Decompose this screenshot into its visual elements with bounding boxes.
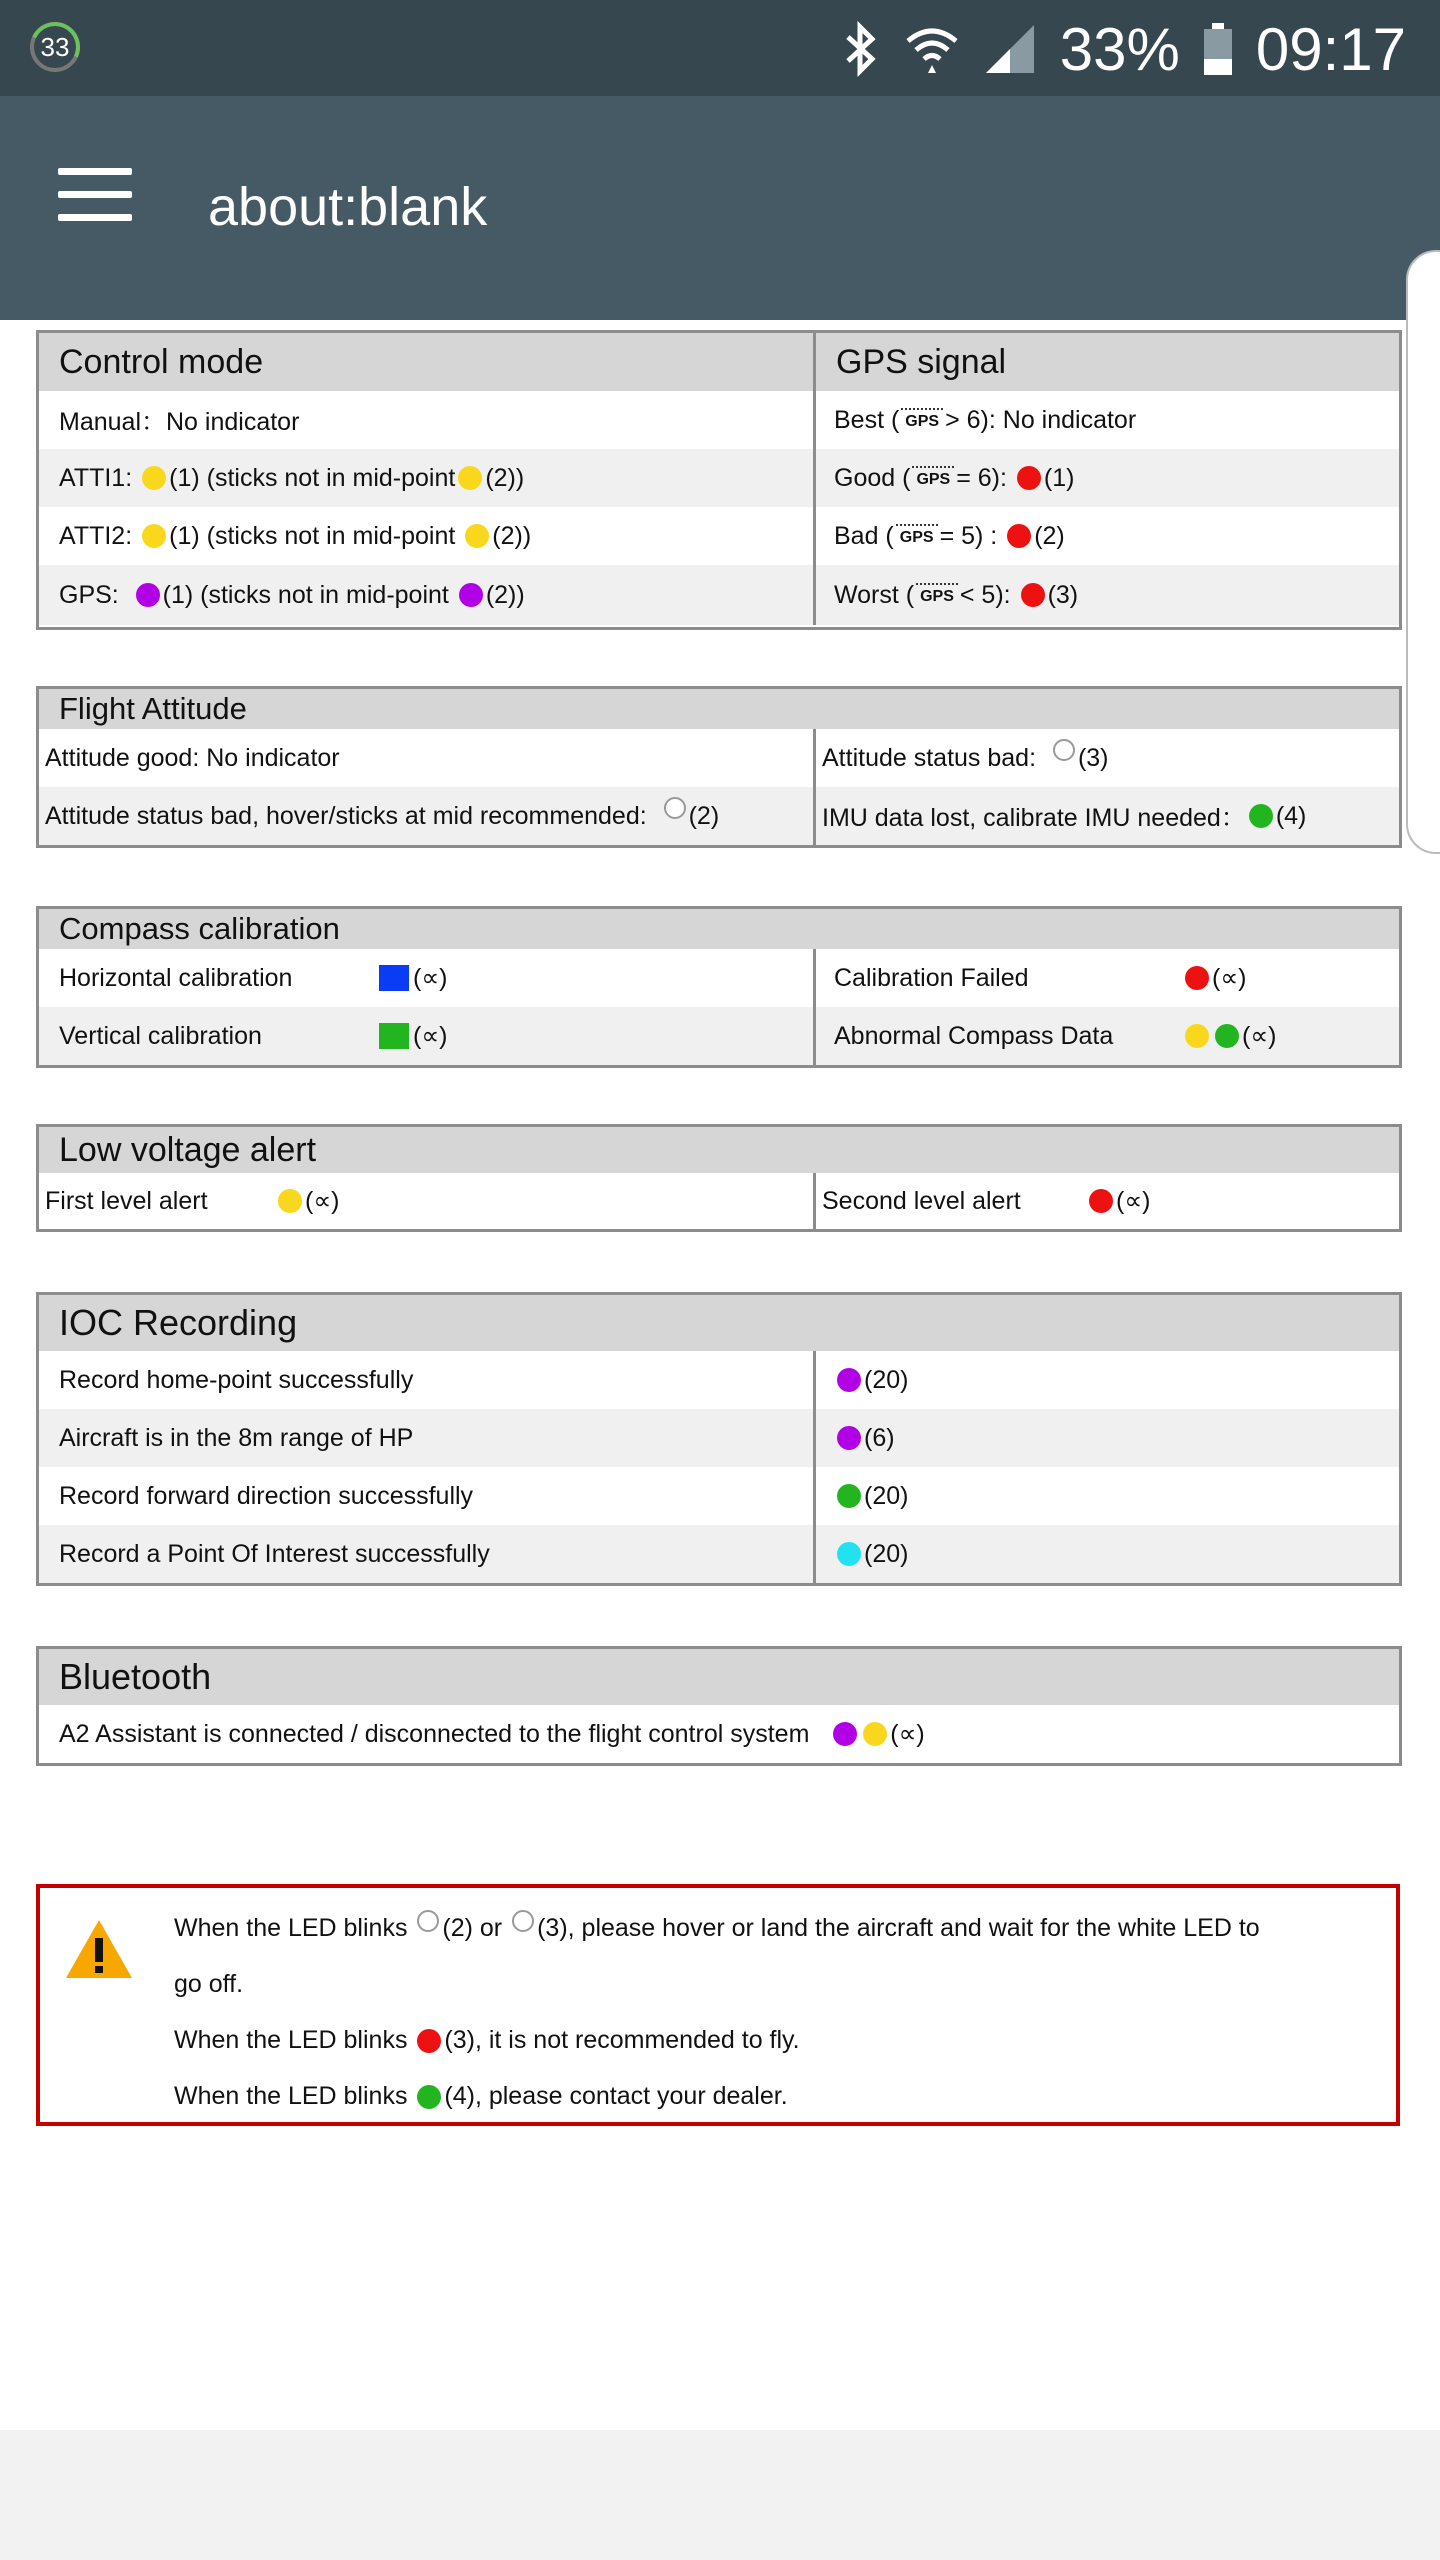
table-row <box>39 1525 1399 1583</box>
yellow-led-icon <box>142 524 166 548</box>
edge-panel-handle[interactable] <box>1406 250 1440 854</box>
purple-led-icon <box>459 583 483 607</box>
ioc-row-label: Record a Point Of Interest successfully <box>59 1539 490 1568</box>
flight-attitude-table <box>36 686 1402 848</box>
bluetooth-icon <box>842 21 882 77</box>
table-header <box>39 333 1399 391</box>
horizontal-calibration: Horizontal calibration (∝) <box>59 963 448 992</box>
ioc-row-label: Record home-point successfully <box>59 1365 414 1394</box>
yellow-led-icon <box>863 1722 887 1746</box>
red-led-icon <box>1185 966 1209 990</box>
ioc-row-value: (20) <box>813 1467 1399 1525</box>
low-voltage-table <box>36 1124 1402 1232</box>
warning-line-green: When the LED blinks (4), please contact your dealer. <box>174 2082 788 2110</box>
control-mode-gps: GPS: (1) (sticks not in mid-point (2)) <box>59 580 525 609</box>
cell-signal-icon <box>982 21 1038 77</box>
table-row <box>39 1409 1399 1467</box>
first-level-alert: First level alert (∝) <box>45 1186 340 1215</box>
battery-icon <box>1202 21 1234 77</box>
imu-data-lost: IMU data lost, calibrate IMU needed： (4) <box>813 787 1399 845</box>
app-bar <box>0 96 1440 320</box>
low-voltage-title: Low voltage alert <box>59 1130 317 1169</box>
vertical-calibration: Vertical calibration (∝) <box>59 1021 448 1050</box>
table-row <box>39 449 1399 507</box>
yellow-led-icon <box>458 466 482 490</box>
yellow-led-icon <box>1185 1024 1209 1048</box>
gps-good: Good ( GPS = 6): (1) <box>813 449 1399 507</box>
ioc-row-label: Aircraft is in the 8m range of HP <box>59 1423 414 1452</box>
white-led-icon <box>664 797 686 819</box>
gps-bad: Bad ( GPS = 5) : (2) <box>813 507 1399 565</box>
gps-worst: Worst ( GPS < 5): (3) <box>813 565 1399 625</box>
table-row <box>39 1173 1399 1229</box>
status-bar <box>0 0 1440 96</box>
bluetooth-title: Bluetooth <box>59 1656 212 1697</box>
yellow-led-icon <box>142 466 166 490</box>
flight-attitude-title: Flight Attitude <box>59 691 247 726</box>
notification-count-badge: 33 <box>30 22 80 72</box>
cyan-led-icon <box>837 1542 861 1566</box>
gps-satellite-icon: GPS <box>916 583 958 607</box>
battery-percent: 33% <box>1059 15 1180 83</box>
table-row <box>39 1467 1399 1525</box>
table-header <box>39 1295 1399 1351</box>
ioc-row-label: Record forward direction successfully <box>59 1481 474 1510</box>
white-led-icon <box>417 1910 439 1932</box>
status-right-group <box>842 14 1406 84</box>
bluetooth-label: A2 Assistant is connected / disconnected to the flight control system <box>59 1719 810 1748</box>
calibration-failed: Calibration Failed (∝) <box>813 949 1399 1007</box>
warning-line-red: When the LED blinks (3), it is not recommended to fly. <box>174 2026 800 2054</box>
warning-box <box>36 1884 1400 2126</box>
warning-line-white: When the LED blinks (2) or (3), please hover or land the aircraft and wait for the white LED to <box>174 1900 1384 1956</box>
gps-satellite-icon: GPS <box>901 408 943 432</box>
table-row <box>39 507 1399 565</box>
table-row <box>39 565 1399 625</box>
control-mode-title: Control mode <box>59 342 264 381</box>
red-led-icon <box>1089 1189 1113 1213</box>
ioc-row-value: (20) <box>813 1351 1399 1409</box>
table-row <box>39 729 1399 787</box>
control-mode-gps-table <box>36 330 1402 630</box>
ioc-row-value: (6) <box>813 1409 1399 1467</box>
blue-led-icon <box>379 965 409 991</box>
table-row: A2 Assistant is connected / disconnected to the flight control system (∝) <box>59 1719 925 1748</box>
yellow-led-icon <box>278 1189 302 1213</box>
ioc-row-value: (20) <box>813 1525 1399 1583</box>
green-led-icon <box>417 2085 441 2109</box>
purple-led-icon <box>837 1426 861 1450</box>
white-led-icon <box>1053 739 1075 761</box>
table-row <box>39 1351 1399 1409</box>
gps-best: Best ( GPS > 6): No indicator <box>813 391 1399 449</box>
white-led-icon <box>512 1910 534 1932</box>
wifi-icon <box>904 21 960 77</box>
control-mode-atti2: ATTI2: (1) (sticks not in mid-point (2)) <box>59 521 532 550</box>
table-row <box>39 949 1399 1007</box>
green-led-icon <box>1249 804 1273 828</box>
table-header <box>39 909 1399 949</box>
attitude-bad: Attitude status bad: (3) <box>813 729 1399 787</box>
page-footer-area <box>0 2430 1440 2560</box>
ioc-recording-table <box>36 1292 1402 1586</box>
table-header <box>39 1649 1399 1705</box>
purple-led-icon <box>833 1722 857 1746</box>
table-row <box>39 1007 1399 1065</box>
attitude-bad-hover: Attitude status bad, hover/sticks at mid recommended: (2) <box>39 802 813 831</box>
abnormal-compass-data: Abnormal Compass Data (∝) <box>813 1007 1399 1065</box>
hamburger-menu-icon[interactable] <box>58 168 132 220</box>
green-led-icon <box>1215 1024 1239 1048</box>
green-led-icon <box>837 1484 861 1508</box>
red-led-icon <box>1007 524 1031 548</box>
gps-satellite-icon: GPS <box>912 466 954 490</box>
control-mode-manual: Manual：No indicator <box>59 408 300 436</box>
compass-calibration-table <box>36 906 1402 1068</box>
warning-text <box>174 1900 1384 2124</box>
purple-led-icon <box>136 583 160 607</box>
purple-led-icon <box>837 1368 861 1392</box>
yellow-led-icon <box>465 524 489 548</box>
page-title: about:blank <box>208 177 488 237</box>
table-row <box>39 787 1399 845</box>
red-led-icon <box>417 2029 441 2053</box>
red-led-icon <box>1017 466 1041 490</box>
control-mode-atti1: ATTI1: (1) (sticks not in mid-point (2)) <box>59 463 525 492</box>
clock: 09:17 <box>1255 15 1406 83</box>
gps-signal-title: GPS signal <box>813 333 1399 391</box>
ioc-title: IOC Recording <box>59 1302 298 1343</box>
compass-title: Compass calibration <box>59 911 340 946</box>
table-row <box>39 391 1399 449</box>
green-led-icon <box>379 1023 409 1049</box>
warning-icon <box>64 1918 134 1980</box>
bluetooth-table <box>36 1646 1402 1766</box>
table-header <box>39 689 1399 729</box>
gps-satellite-icon: GPS <box>896 524 938 548</box>
red-led-icon <box>1021 583 1045 607</box>
warning-line-white-cont: go off. <box>174 1970 244 1998</box>
second-level-alert: Second level alert (∝) <box>813 1173 1399 1229</box>
table-header <box>39 1127 1399 1173</box>
attitude-good: Attitude good: No indicator <box>45 743 340 772</box>
